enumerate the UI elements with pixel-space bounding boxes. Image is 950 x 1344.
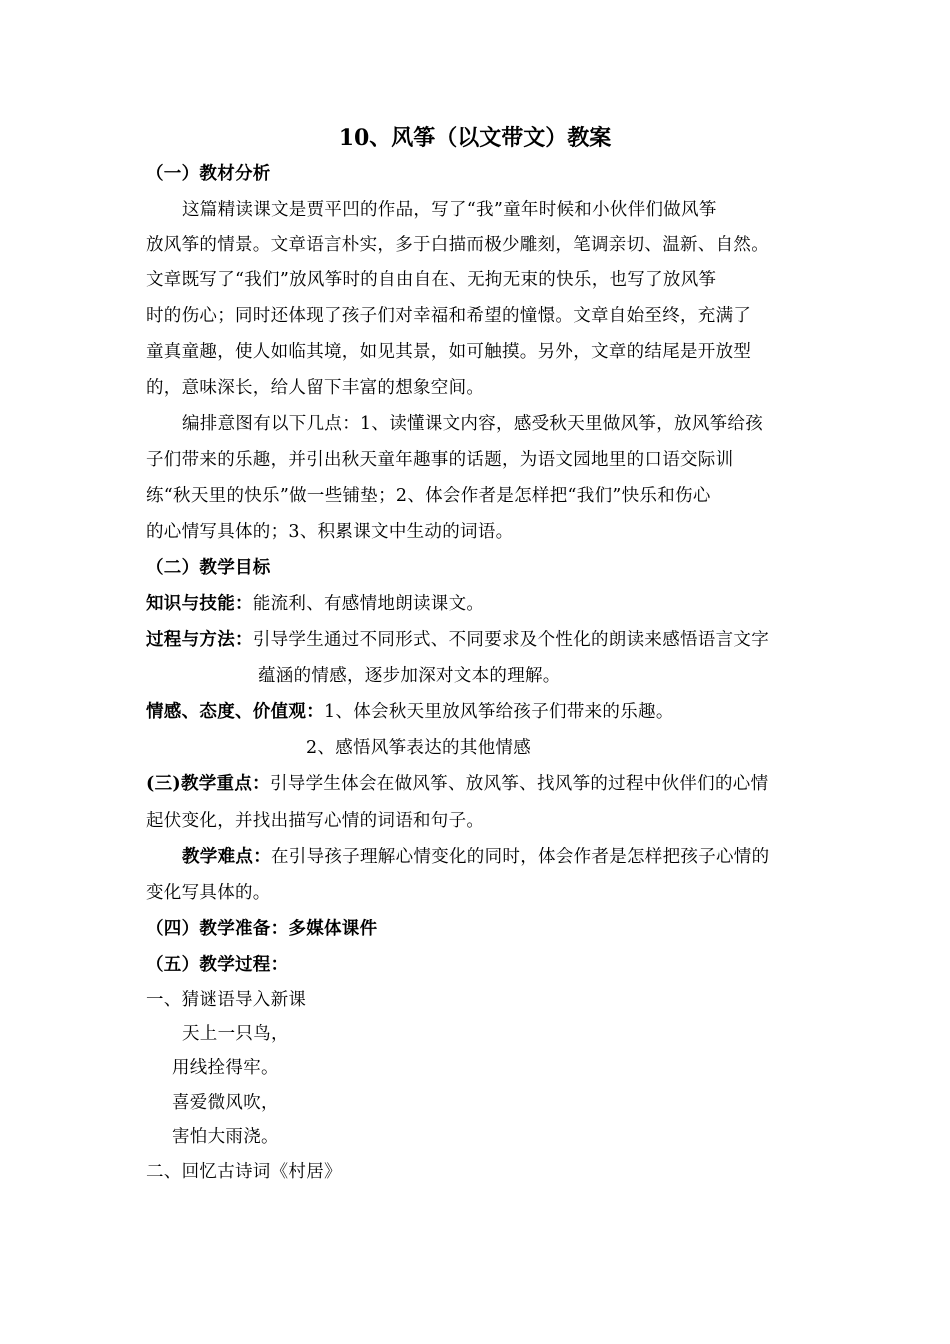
objective-label: 情感、态度、价值观： [146,702,324,722]
difficulty [182,845,846,869]
paragraph-line: 的，意味深长，给人留下丰富的想象空间。 [146,378,485,398]
objective-text: 能流利、有感情地朗读课文。 [252,594,485,614]
paragraph-line: 编排意图有以下几点：1、读懂课文内容，感受秋天里做风筝，放风筝给孩 [182,414,764,434]
section-heading-process: （五）教学过程： [146,955,289,975]
step-heading: 一、猜谜语导入新课 [146,990,307,1010]
page-title: 10、风筝（以文带文）教案 [338,125,612,151]
section-heading-preparation: （四）教学准备：多媒体课件 [146,919,378,939]
objective-label: 知识与技能： [146,594,253,614]
riddle-line: 喜爱微风吹， [172,1093,279,1113]
paragraph-line: 文章既写了“我们”放风筝时的自由自在、无拘无束的快乐，也写了放风筝 [146,270,717,290]
paragraph-line: 时的伤心；同时还体现了孩子们对幸福和希望的憧憬。文章自始至终，充满了 [146,306,752,326]
paragraph-line: 练“秋天里的快乐”做一些铺垫；2、体会作者是怎样把“我们”快乐和伤心 [146,486,711,506]
riddle-line: 天上一只鸟， [182,1024,289,1044]
key-points [146,772,810,796]
paragraph-line: 的心情写具体的；3、积累课文中生动的词语。 [146,522,514,542]
section-heading-analysis: （一）教材分析 [146,164,271,184]
objective-text: 引导学生通过不同形式、不同要求及个性化的朗读来感悟语言文字 [252,630,770,650]
objective-emotion [146,700,810,724]
paragraph-line: 童真童趣，使人如临其境，如见其景，如可触摸。另外，文章的结尾是开放型 [146,342,752,362]
step-heading: 二、回忆古诗词《村居》 [146,1162,342,1182]
key-points-text: 起伏变化，并找出描写心情的词语和句子。 [146,811,485,831]
objective-knowledge [146,592,810,616]
objective-text: 1、体会秋天里放风筝给孩子们带来的乐趣。 [324,702,674,722]
paragraph-line: 这篇精读课文是贾平凹的作品，写了“我”童年时候和小伙伴们做风筝 [182,200,717,220]
objective-text: 蕴涵的情感，逐步加深对文本的理解。 [258,666,561,686]
key-points-text: 引导学生体会在做风筝、放风筝、找风筝的过程中伙伴们的心情 [269,774,769,794]
difficulty-text: 在引导孩子理解心情变化的同时，体会作者是怎样把孩子心情的 [271,847,770,867]
riddle-line: 用线拴得牢。 [172,1058,279,1078]
section-heading-objectives: （二）教学目标 [146,558,271,578]
objective-text: 2、感悟风筝表达的其他情感 [306,738,532,758]
paragraph-line: 子们带来的乐趣，并引出秋天童年趣事的话题，为语文园地里的口语交际训 [146,450,734,470]
objective-label: 过程与方法： [146,630,253,650]
paragraph-line: 放风筝的情景。文章语言朴实，多于白描而极少雕刻，笔调亲切、温新、自然。 [146,235,769,255]
difficulty-text: 变化写具体的。 [146,883,271,903]
key-points-label: (三)教学重点： [146,774,270,794]
riddle-line: 害怕大雨浇。 [172,1127,279,1147]
difficulty-label: 教学难点： [182,847,271,867]
objective-process [146,628,810,652]
